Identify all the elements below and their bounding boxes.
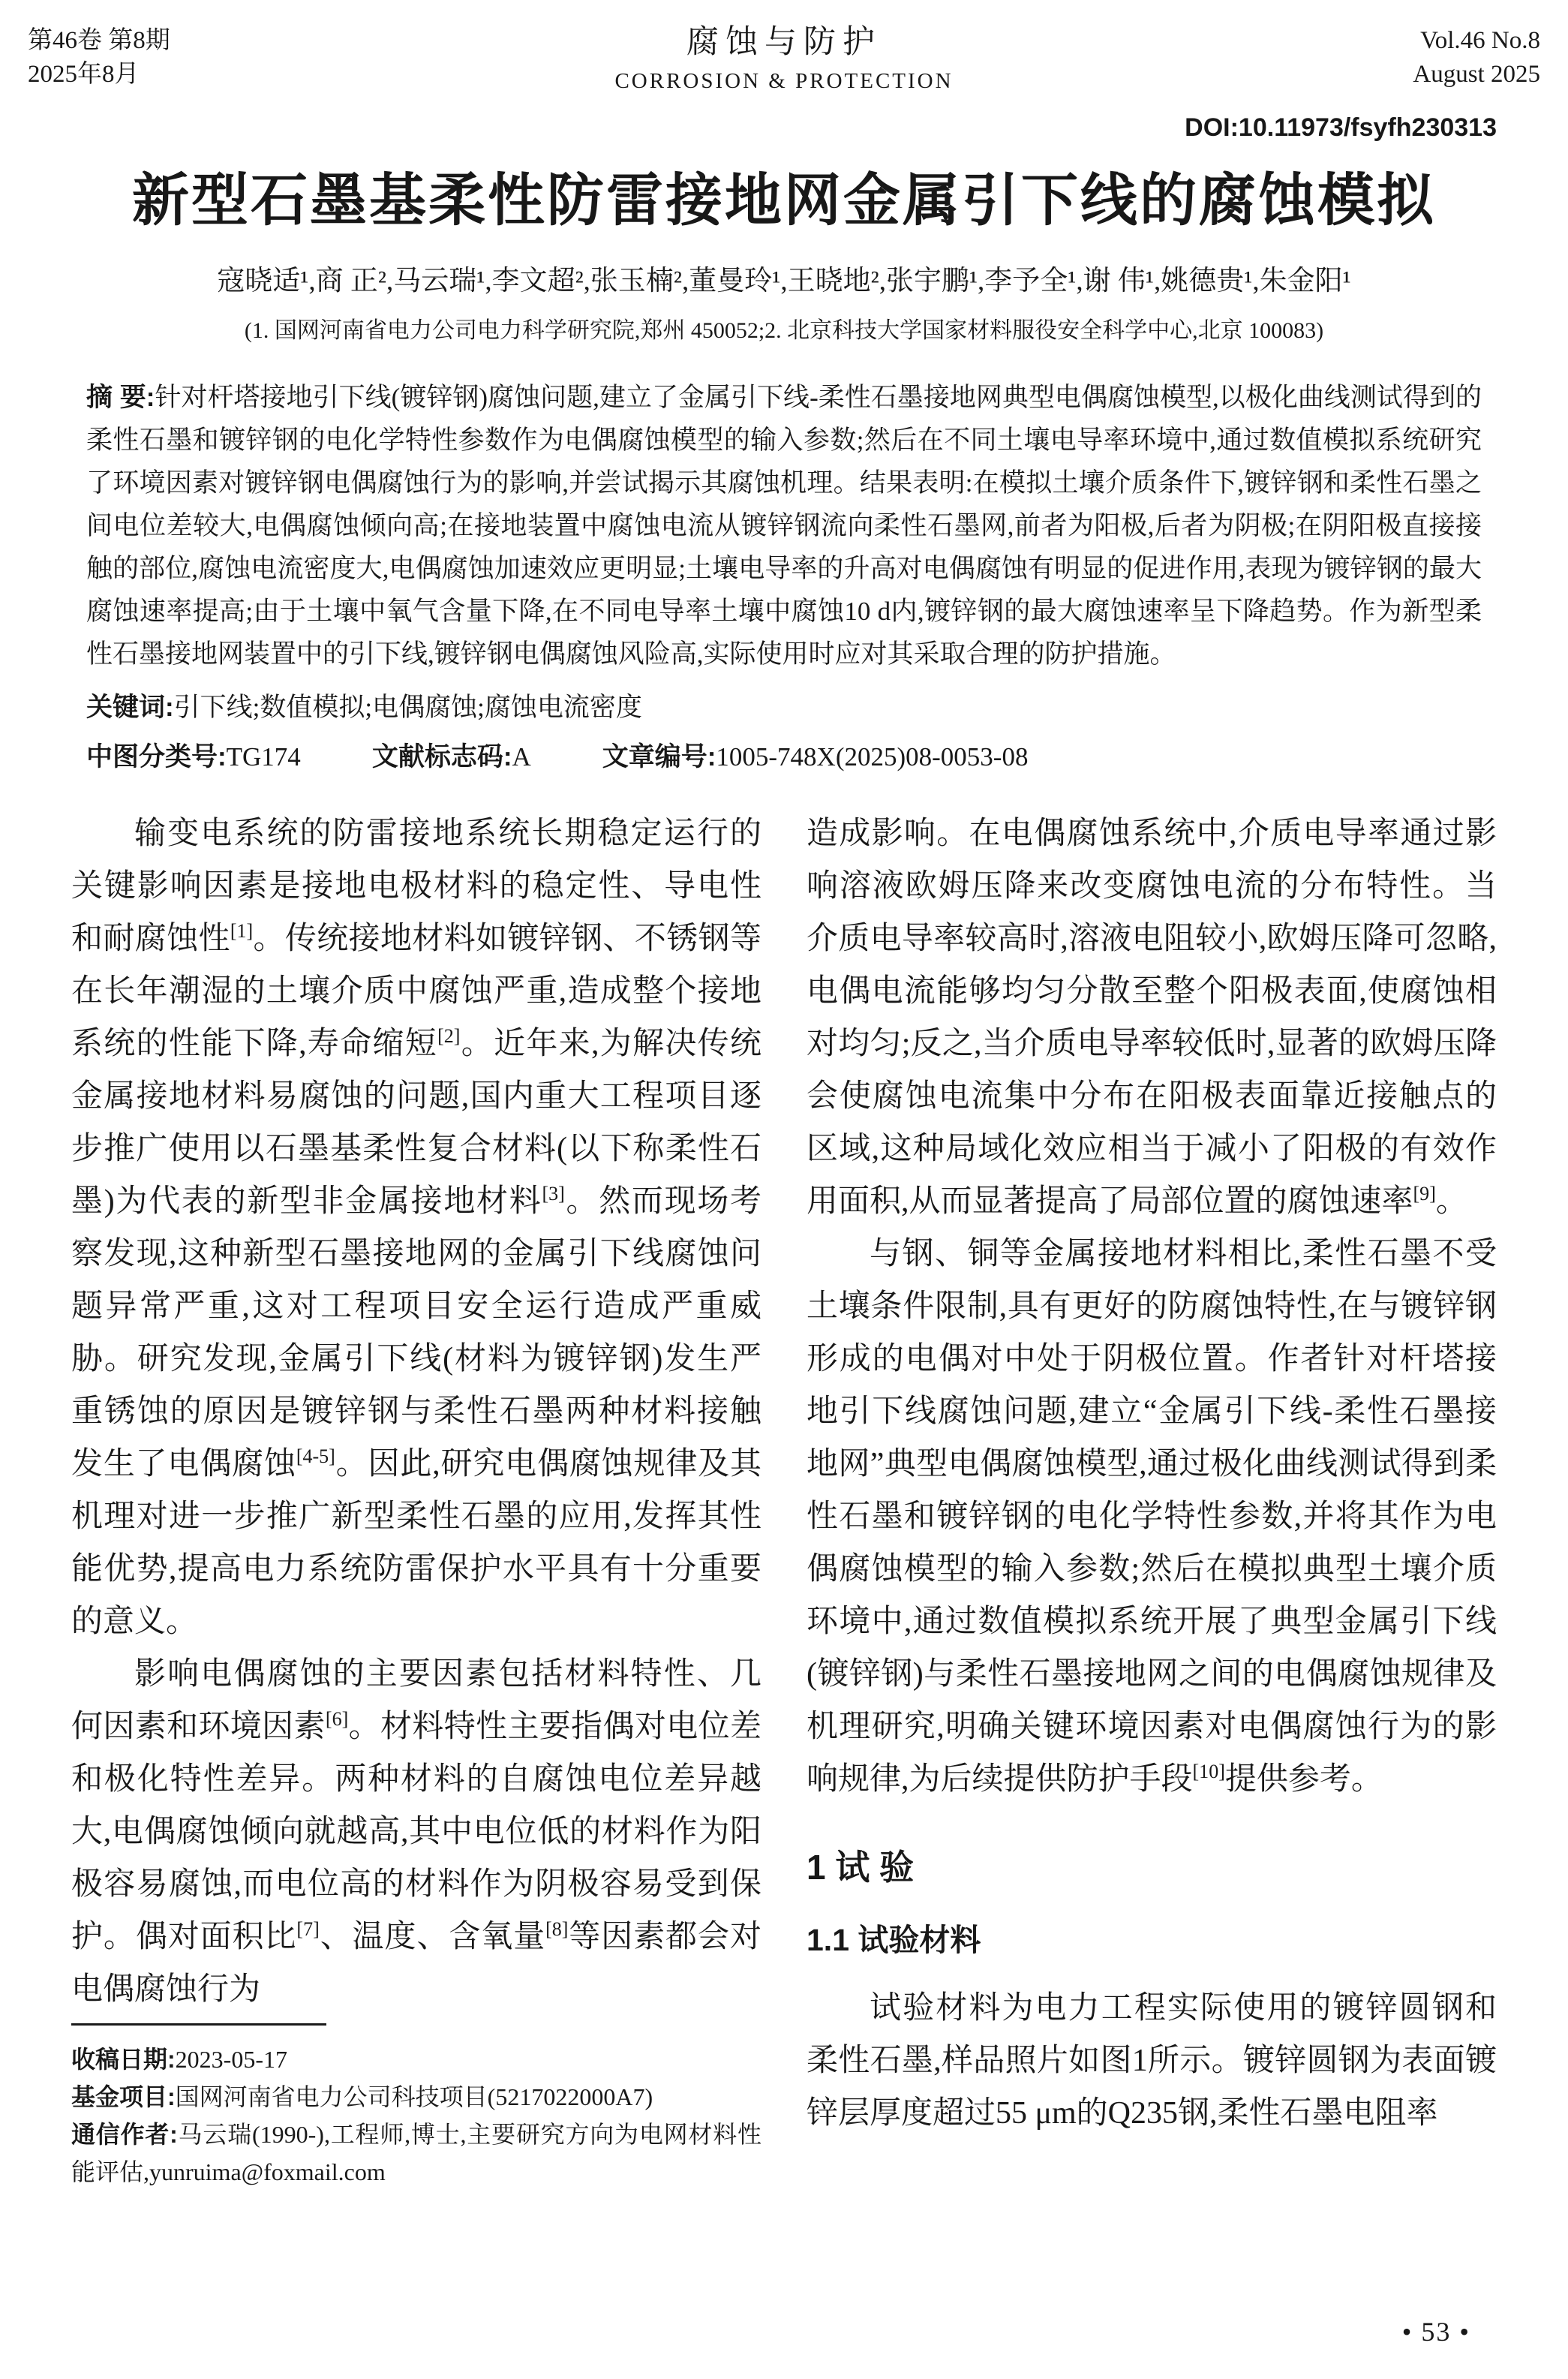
article-id-value: 1005-748X(2025)08-0053-08 [716,741,1029,771]
page-number: • 53 • [1401,2317,1470,2347]
body-paragraph: 造成影响。在电偶腐蚀系统中,介质电导率通过影响溶液欧姆压降来改变腐蚀电流的分布特性。当介质电导率较高时,溶液电阻较小,欧姆压降可忽略,电偶电流能够均匀分散至整个阳极表面,使腐蚀相对均匀;反之,当介质电导率较低时,显著的欧姆压降会使腐蚀电流集中分布在阳极表面靠近接触点的区域,这种局域化效应相当于减小了阳极的有效作用面积,从而显著提高了局部位置的腐蚀速率[9]。 [807,816,1497,1219]
masthead-center [343,24,1225,97]
journal-title-cn: 腐蚀与防护 [686,25,882,60]
right-column [807,808,1497,2191]
clc-label: 中图分类号: [86,741,227,771]
fund-value: 国网河南省电力公司科技项目(5217022000A7) [175,2083,653,2110]
clc-pair [86,737,301,777]
received-label: 收稿日期: [71,2045,176,2073]
footnote-block [71,2016,761,2191]
doc-code-value: A [512,741,531,771]
article-title: 新型石墨基柔性防雷接地网金属引下线的腐蚀模拟 [132,168,1436,233]
received-value: 2023-05-17 [175,2045,287,2073]
keywords [86,687,1482,728]
footnote-divider [71,2023,326,2026]
abstract-label: 摘 要: [86,382,155,412]
fund-label: 基金项目: [71,2083,176,2110]
clc-value: TG174 [226,741,301,771]
keywords-label: 关键词: [86,692,174,722]
abstract [86,376,1482,675]
footnote-corresponding [71,2116,761,2191]
body-paragraph: 输变电系统的防雷接地系统长期稳定运行的关键影响因素是接地电极材料的稳定性、导电性和耐腐蚀性[1]。传统接地材料如镀锌钢、不锈钢等在长年潮湿的土壤介质中腐蚀严重,造成整个接地系统的性能下降,寿命缩短[2]。近年来,为解决传统金属接地材料易腐蚀的问题,国内重大工程项目逐步推广使用以石墨基柔性复合材料(以下称柔性石墨)为代表的新型非金属接地材料[3]。然而现场考察发现,这种新型石墨接地网的金属引下线腐蚀问题异常严重,这对工程项目安全运行造成严重威胁。研究发现,金属引下线(材料为镀锌钢)发生严重锈蚀的原因是镀锌钢与柔性石墨两种材料接触发生了电偶腐蚀[4-5]。因此,研究电偶腐蚀规律及其机理对进一步推广新型柔性石墨的应用,发挥其性能优势,提高电力系统防雷保护水平具有十分重要的意义。 [71,816,761,1639]
date-cn: 2025年8月 [28,60,140,88]
date-en: August 2025 [1413,60,1540,88]
doc-code-pair [372,737,531,777]
journal-title-en: CORROSION & PROTECTION [614,69,954,94]
masthead-right [1225,24,1540,91]
doc-code-label: 文献标志码: [371,741,512,771]
body-paragraph: 影响电偶腐蚀的主要因素包括材料特性、几何因素和环境因素[6]。材料特性主要指偶对电位差和极化特性差异。两种材料的自腐蚀电位差异越大,电偶腐蚀倾向就越高,其中电位低的材料作为阳极容易腐蚀,而电位高的材料作为阴极容易受到保护。偶对面积比[7]、温度、含氧量[8]等因素都会对电偶腐蚀行为 [71,1656,761,2007]
volume-issue-en: Vol.46 No.8 [1420,27,1540,54]
footnote-fund [71,2078,761,2116]
corresponding-value: 马云瑞(1990-),工程师,博士,主要研究方向为电网材料性能评估,yunruima@foxmail.com [71,2120,761,2185]
article-id-label: 文章编号: [602,741,716,771]
keywords-text: 引下线;数值模拟;电偶腐蚀;腐蚀电流密度 [173,692,642,722]
classification-line [86,737,1482,777]
section-heading-1: 1 试 验 [807,1847,915,1887]
doi: DOI:10.11973/fsyfh230313 [1185,113,1497,142]
affiliation: (1. 国网河南省电力公司电力科学研究院,郑州 450052;2. 北京科技大学国家材料服役安全科学中心,北京 100083) [244,317,1324,343]
body-paragraph: 与钢、铜等金属接地材料相比,柔性石墨不受土壤条件限制,具有更好的防腐蚀特性,在与镀锌钢形成的电偶对中处于阴极位置。作者针对杆塔接地引下线腐蚀问题,建立“金属引下线-柔性石墨接地网”典型电偶腐蚀模型,通过极化曲线测试得到柔性石墨和镀锌钢的电化学特性参数,并将其作为电偶腐蚀模型的输入参数;然后在模拟典型土壤介质环境中,通过数值模拟系统开展了典型金属引下线(镀锌钢)与柔性石墨接地网之间的电偶腐蚀规律及机理研究,明确关键环境因素对电偶腐蚀行为的影响规律,为后续提供防护手段[10]提供参考。 [807,1236,1497,1797]
body-columns [71,808,1497,2191]
corresponding-label: 通信作者: [71,2120,178,2148]
volume-issue-cn: 第46卷 第8期 [28,27,170,54]
body-paragraph: 试验材料为电力工程实际使用的镀锌圆钢和柔性石墨,样品照片如图1所示。镀锌圆钢为表面镀锌层厚度超过55 μm的Q235钢,柔性石墨电阻率 [807,1990,1497,2131]
left-column [71,808,761,2191]
abstract-text: 针对杆塔接地引下线(镀锌钢)腐蚀问题,建立了金属引下线-柔性石墨接地网典型电偶腐蚀模型,以极化曲线测试得到的柔性石墨和镀锌钢的电化学特性参数作为电偶腐蚀模型的输入参数;然后在不同土壤电导率环境中,通过数值模拟系统研究了环境因素对镀锌钢电偶腐蚀行为的影响,并尝试揭示其腐蚀机理。结果表明:在模拟土壤介质条件下,镀锌钢和柔性石墨之间电位差较大,电偶腐蚀倾向高;在接地装置中腐蚀电流从镀锌钢流向柔性石墨网,前者为阳极,后者为阴极;在阴阳极直接接触的部位,腐蚀电流密度大,电偶腐蚀加速效应更明显;土壤电导率的升高对电偶腐蚀有明显的促进作用,表现为镀锌钢的最大腐蚀速率提高;由于土壤中氧气含量下降,在不同电导率土壤中腐蚀10 d内,镀锌钢的最大腐蚀速率呈下降趋势。作为新型柔性石墨接地网装置中的引下线,镀锌钢电偶腐蚀风险高,实际使用时应对其采取合理的防护措施。 [86,382,1482,669]
subsection-heading-1-1: 1.1 试验材料 [807,1922,981,1957]
footnote-received [71,2041,761,2078]
author-list: 寇晓适¹,商 正²,马云瑞¹,李文超²,张玉楠²,董曼玲¹,王晓地²,张宇鹏¹,李予全¹,谢 伟¹,姚德贵¹,朱金阳¹ [217,265,1351,296]
masthead-left [28,24,343,91]
article-id-pair [602,737,1029,777]
journal-masthead [28,24,1540,97]
